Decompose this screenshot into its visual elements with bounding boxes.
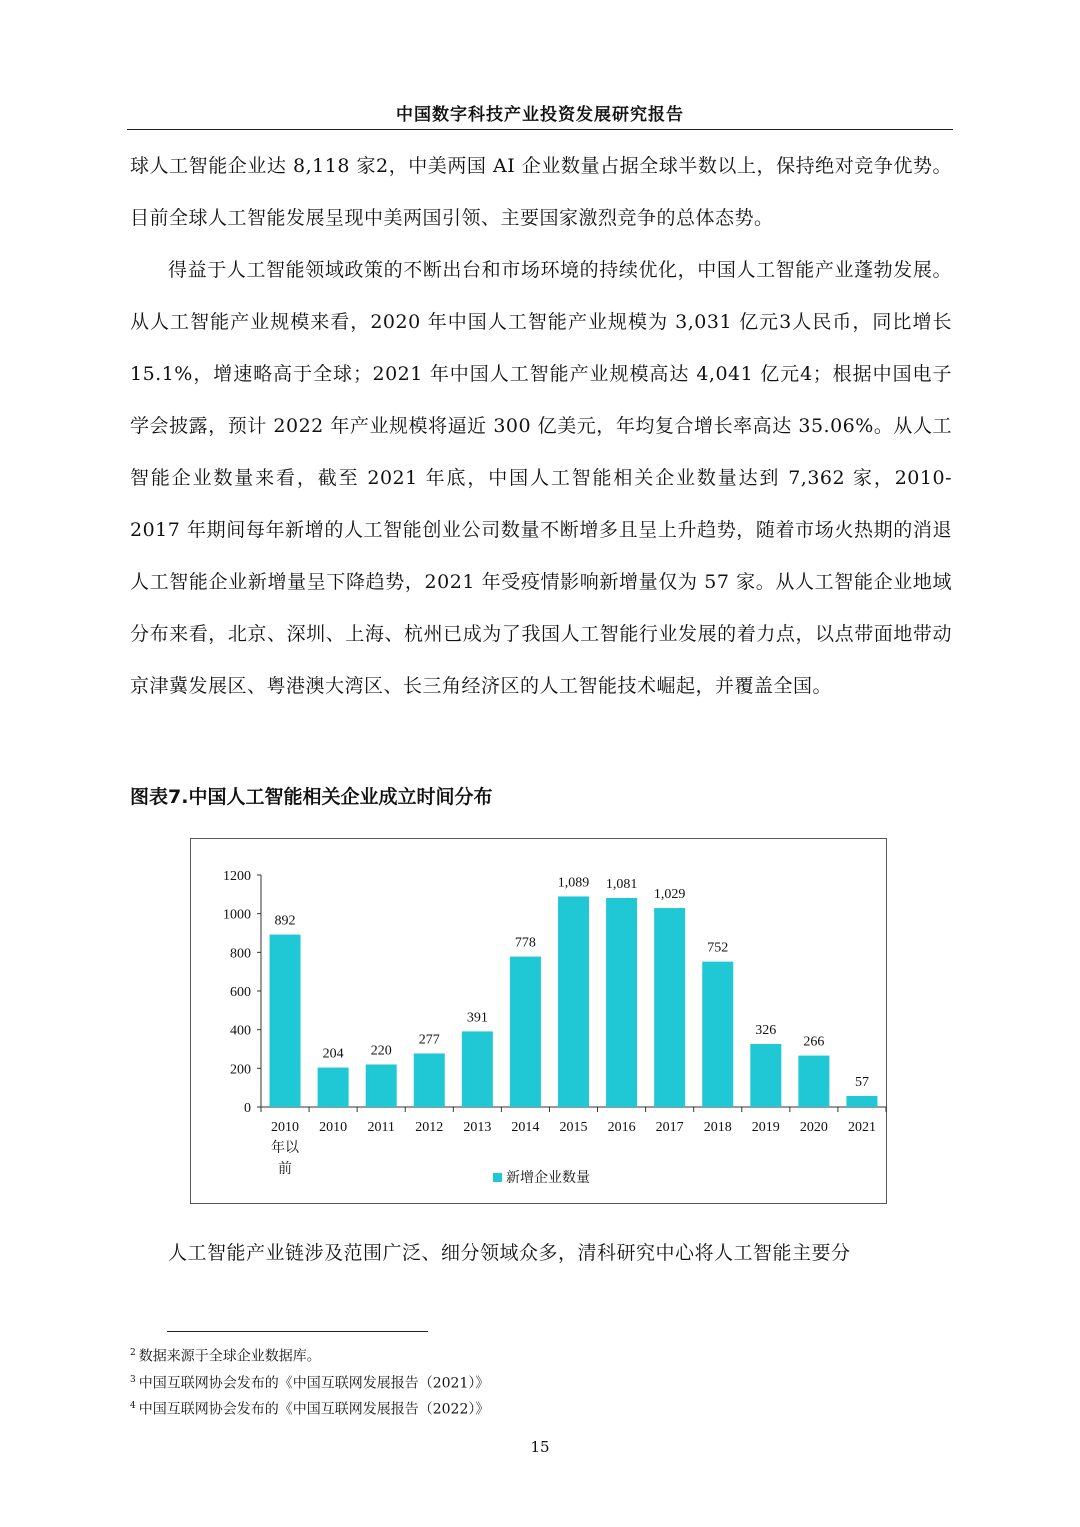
data-label: 326 — [755, 1022, 777, 1038]
y-tick-label: 400 — [230, 1023, 251, 1039]
x-tick-label: 2019 — [751, 1120, 780, 1135]
bar — [462, 1031, 493, 1107]
data-label: 220 — [370, 1043, 392, 1059]
paragraph-2: 得益于人工智能领域政策的不断出台和市场环境的持续优化，中国人工智能产业蓬勃发展。从人工智能产业规模来看，2020 年中国人工智能产业规模为 3,031 亿元3人民币，同比增长 15.1%，增速略高于全球；2021 年中国人工智能产业规模高达 4,041 亿元4；根据中国电子学会披露，预计 2022 年产业规模将逼近 300 亿美元，年均复合增长率高达 35.06%。从人工智能企业数量来看，截至 2021 年底，中国人工智能相关企业数量达到 7,362 家，2010-2017 年期间每年新增的人工智能创业公司数量不断增多且呈上升趋势，随着市场火热期的消退人工智能企业新增量呈下降趋势，2021 年受疫情影响新增量仅为 57 家。从人工智能企业地域分布来看，北京、深圳、上海、杭州已成为了我国人工智能行业发展的着力点，以点带面地带动京津冀发展区、粤港澳大湾区、长三角经济区的人工智能技术崛起，并覆盖全国。 — [130, 259, 952, 697]
x-tick-label: 2010 — [271, 1120, 300, 1135]
chart-svg — [191, 839, 888, 1205]
bar — [846, 1096, 877, 1107]
page-number: 15 — [530, 1438, 550, 1456]
bar — [414, 1053, 445, 1107]
bar-chart — [190, 838, 887, 1204]
figure-title: 图表7.中国人工智能相关企业成立时间分布 — [130, 786, 493, 808]
y-tick-label: 800 — [230, 946, 251, 962]
data-label: 778 — [514, 935, 536, 951]
footnote-2: $^3$ 中国互联网协会发布的《中国互联网发展报告（2021）》 — [130, 1374, 490, 1392]
y-tick-label: 0 — [244, 1101, 251, 1116]
data-label: 752 — [707, 940, 729, 956]
y-tick-label: 600 — [230, 985, 251, 1000]
footnotes — [130, 1342, 489, 1422]
data-label: 57 — [854, 1074, 869, 1090]
x-tick-label: 2013 — [463, 1120, 492, 1135]
x-tick-label: 2020 — [799, 1120, 828, 1135]
data-label: 277 — [418, 1032, 440, 1048]
x-tick-label: 2011 — [367, 1120, 395, 1135]
bar — [654, 908, 685, 1107]
legend-label: 新增企业数量 — [506, 1171, 590, 1186]
x-tick-label: 前 — [278, 1162, 293, 1177]
x-tick-label: 2012 — [415, 1120, 444, 1135]
paragraph-1: 球人工智能企业达 8,118 家2，中美两国 AI 企业数量占据全球半数以上，保持绝对竞争优势。目前全球人工智能发展呈现中美两国引领、主要国家激烈竞争的总体态势。 — [130, 155, 952, 229]
data-label: 1,029 — [653, 887, 686, 903]
footnote-3: $^4$ 中国互联网协会发布的《中国互联网发展报告（2022）》 — [130, 1401, 490, 1418]
bar — [750, 1044, 781, 1107]
bar — [702, 962, 733, 1107]
bar — [318, 1068, 349, 1107]
data-label: 266 — [803, 1034, 825, 1050]
legend-swatch — [493, 1173, 502, 1182]
x-tick-label: 2014 — [511, 1120, 540, 1135]
header-divider — [127, 129, 953, 130]
data-label: 391 — [466, 1010, 488, 1026]
data-label: 1,089 — [557, 875, 590, 891]
bar — [366, 1064, 397, 1107]
x-tick-label: 年以 — [271, 1141, 300, 1156]
data-label: 1,081 — [605, 877, 638, 893]
x-tick-label: 2010 — [319, 1120, 348, 1135]
x-tick-label: 2017 — [655, 1120, 684, 1135]
y-tick-label: 1200 — [223, 869, 251, 884]
data-label: 892 — [274, 913, 296, 929]
x-tick-label: 2021 — [847, 1120, 876, 1135]
page-header: 中国数字科技产业投资发展研究报告 — [396, 105, 684, 125]
x-tick-label: 2016 — [607, 1120, 636, 1135]
bar — [798, 1056, 829, 1107]
data-label: 204 — [322, 1046, 344, 1062]
bar — [510, 957, 541, 1107]
y-tick-label: 1000 — [223, 907, 251, 923]
y-tick-label: 200 — [230, 1062, 251, 1078]
footnote-1: $^2$ 数据来源于全球企业数据库。 — [130, 1348, 321, 1365]
footnote-divider — [167, 1331, 428, 1332]
bar — [606, 898, 637, 1107]
paragraph-3: 人工智能产业链涉及范围广泛、细分领域众多，清科研究中心将人工智能主要分 — [168, 1242, 851, 1264]
bar — [558, 896, 589, 1107]
x-tick-label: 2015 — [559, 1120, 588, 1135]
bar — [270, 935, 301, 1107]
x-tick-label: 2018 — [703, 1120, 732, 1135]
